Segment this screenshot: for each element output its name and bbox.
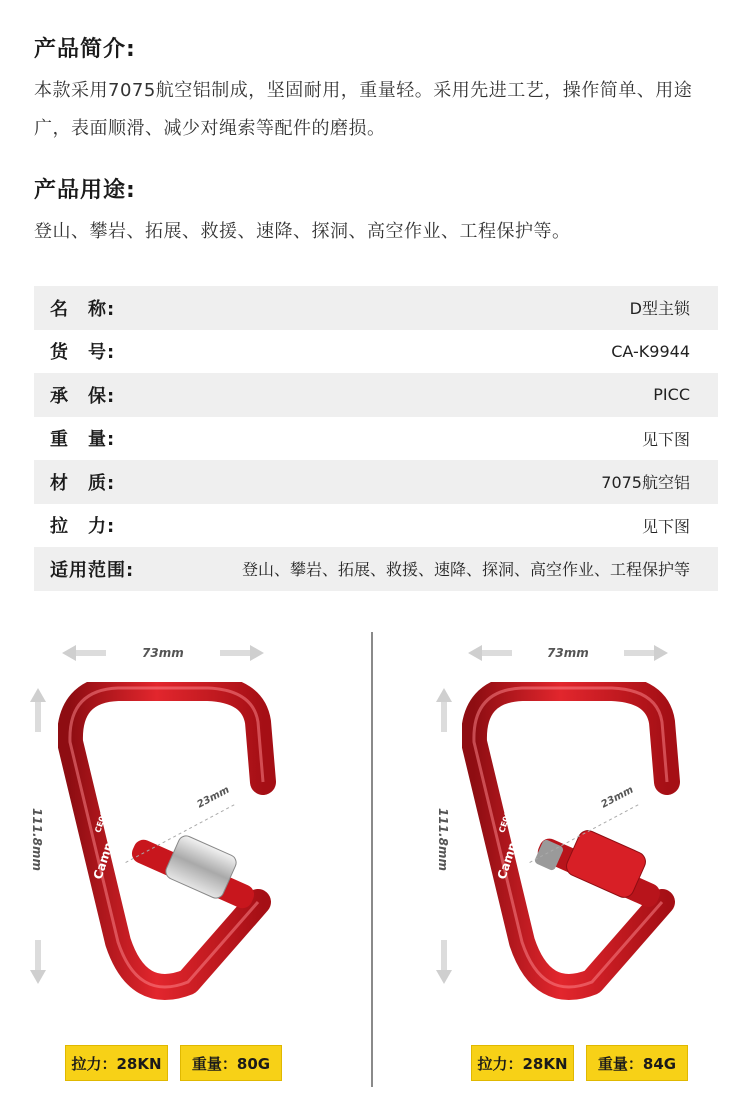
spec-row-sku xyxy=(34,330,718,374)
weight-badge: 重量：84G xyxy=(586,1045,688,1081)
carabiner-twist-icon xyxy=(462,682,682,1012)
gallery-divider xyxy=(371,632,373,1087)
intro-title: 产品简介: xyxy=(34,37,136,62)
height-label: 111.8mm xyxy=(436,808,450,871)
spec-table xyxy=(34,286,718,591)
spec-label: 拉 力: xyxy=(50,516,116,538)
spec-label: 重 量: xyxy=(50,429,116,451)
spec-value: 7075航空铝 xyxy=(601,473,690,493)
weight-badge: 重量：80G xyxy=(180,1045,282,1081)
spec-row-material xyxy=(34,460,718,504)
spec-row-strength xyxy=(34,504,718,548)
spec-value: PICC xyxy=(653,385,690,405)
spec-value: 登山、攀岩、拓展、救援、速降、探洞、高空作业、工程保护等 xyxy=(241,560,690,580)
width-label: 73mm xyxy=(547,646,589,660)
spec-value: 见下图 xyxy=(641,429,690,449)
carabiner-screw-icon xyxy=(58,682,278,1012)
spec-row-insurance xyxy=(34,373,718,417)
usage-text: 登山、攀岩、拓展、救援、速降、探洞、高空作业、工程保护等。 xyxy=(34,221,571,242)
strength-badge: 拉力：28KN xyxy=(65,1045,168,1081)
spec-value: 见下图 xyxy=(641,516,690,536)
height-label: 111.8mm xyxy=(30,808,44,871)
strength-badge: 拉力：28KN xyxy=(471,1045,574,1081)
spec-value: D型主锁 xyxy=(629,299,690,319)
cert-label: CE0123 xyxy=(93,799,113,834)
spec-label: 货 号: xyxy=(50,342,116,364)
spec-row-name xyxy=(34,286,718,330)
spec-row-scope xyxy=(34,547,718,591)
spec-value: CA-K9944 xyxy=(611,341,690,361)
intro-text: 本款采用7075航空铝制成，坚固耐用，重量轻。采用先进工艺，操作简单、用途广，表面顺滑、减少对绳索等配件的磨损。 xyxy=(34,80,693,139)
product-gallery xyxy=(0,620,750,1110)
gate-label: 23mm xyxy=(195,784,232,811)
gate-label: 23mm xyxy=(599,784,636,811)
usage-title: 产品用途: xyxy=(34,178,136,203)
cert-label: CE0123 xyxy=(497,799,517,834)
spec-label: 材 质: xyxy=(50,472,116,494)
spec-label: 承 保: xyxy=(50,385,116,407)
brand-label: Camnal xyxy=(90,828,120,882)
brand-label: Camnal xyxy=(494,828,524,882)
width-label: 73mm xyxy=(142,646,184,660)
spec-label: 名 称: xyxy=(50,298,116,320)
spec-label: 适用范围: xyxy=(50,559,135,581)
spec-row-weight xyxy=(34,417,718,461)
